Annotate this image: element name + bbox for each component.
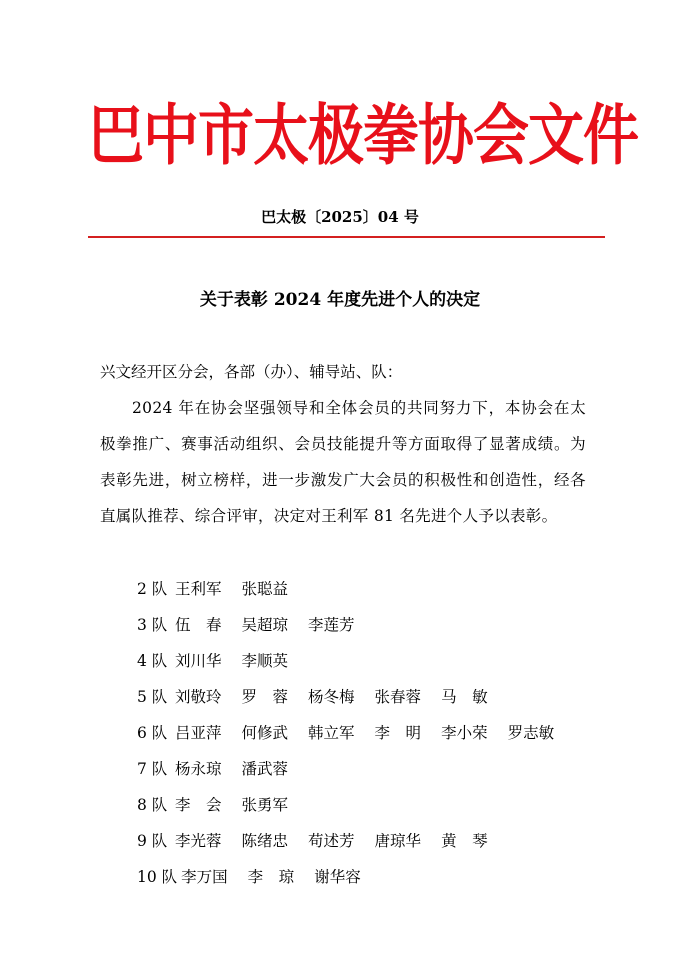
member-name: 黄 琴 xyxy=(441,832,488,850)
member-name: 吴超琼 xyxy=(241,616,289,634)
team-row xyxy=(137,823,607,859)
member-name: 伍 春 xyxy=(175,616,222,634)
team-row xyxy=(137,643,607,679)
member-name: 张聪益 xyxy=(241,580,289,598)
member-name: 李顺英 xyxy=(241,652,289,670)
team-label: 2 队 xyxy=(137,580,168,598)
red-divider-rule xyxy=(88,236,605,238)
team-label: 9 队 xyxy=(137,832,168,850)
member-name: 李小荣 xyxy=(441,724,488,742)
member-name: 韩立军 xyxy=(308,724,355,742)
team-label: 6 队 xyxy=(137,724,168,742)
member-name: 刘敬玲 xyxy=(175,688,222,706)
team-label: 4 队 xyxy=(137,652,168,670)
member-name: 刘川华 xyxy=(175,652,222,670)
member-name: 李 明 xyxy=(374,724,422,742)
member-name: 唐琼华 xyxy=(374,832,422,850)
team-label: 10 队 xyxy=(137,868,178,886)
member-name: 陈绪忠 xyxy=(241,832,289,850)
member-name: 吕亚萍 xyxy=(175,724,222,742)
team-row xyxy=(137,787,607,823)
member-name: 李万国 xyxy=(181,868,228,886)
member-name: 杨永琼 xyxy=(175,760,222,778)
document-number: 巴太极〔2025〕04 号 xyxy=(261,208,419,226)
team-label: 7 队 xyxy=(137,760,168,778)
team-row xyxy=(137,715,607,751)
team-list xyxy=(137,571,607,895)
member-name: 张春蓉 xyxy=(374,688,422,706)
team-row xyxy=(137,571,607,607)
body-paragraph: 2024 年在协会坚强领导和全体会员的共同努力下，本协会在太极拳推广、赛事活动组织、会员技能提升等方面取得了显著成绩。为表彰先进，树立榜样，进一步激发广大会员的积极性和创造性，经各直属队推荐、综合评审，决定对王利军 81 名先进个人予以表彰。 xyxy=(100,399,586,525)
member-name: 张勇军 xyxy=(241,796,289,814)
member-name: 李光蓉 xyxy=(175,832,222,850)
member-name: 马 敏 xyxy=(441,688,488,706)
red-header-title: 巴中市太极拳协会文件 xyxy=(88,97,638,175)
document-title: 关于表彰 2024 年度先进个人的决定 xyxy=(199,290,481,310)
team-row xyxy=(137,607,607,643)
member-name: 罗志敏 xyxy=(507,724,555,742)
team-row xyxy=(137,679,607,715)
member-name: 谢华容 xyxy=(314,868,361,886)
team-label: 5 队 xyxy=(137,688,168,706)
member-name: 李 会 xyxy=(175,796,222,814)
member-name: 潘武蓉 xyxy=(241,760,289,778)
team-label: 3 队 xyxy=(137,616,168,634)
member-name: 李 琼 xyxy=(247,868,295,886)
member-name: 苟述芳 xyxy=(308,832,355,850)
member-name: 何修武 xyxy=(241,724,289,742)
team-row xyxy=(137,859,607,895)
team-row xyxy=(137,751,607,787)
team-label: 8 队 xyxy=(137,796,168,814)
member-name: 罗 蓉 xyxy=(241,688,289,706)
member-name: 王利军 xyxy=(175,580,222,598)
salutation: 兴文经开区分会，各部（办）、辅导站、队： xyxy=(100,363,403,381)
member-name: 李莲芳 xyxy=(308,616,355,634)
member-name: 杨冬梅 xyxy=(308,688,355,706)
